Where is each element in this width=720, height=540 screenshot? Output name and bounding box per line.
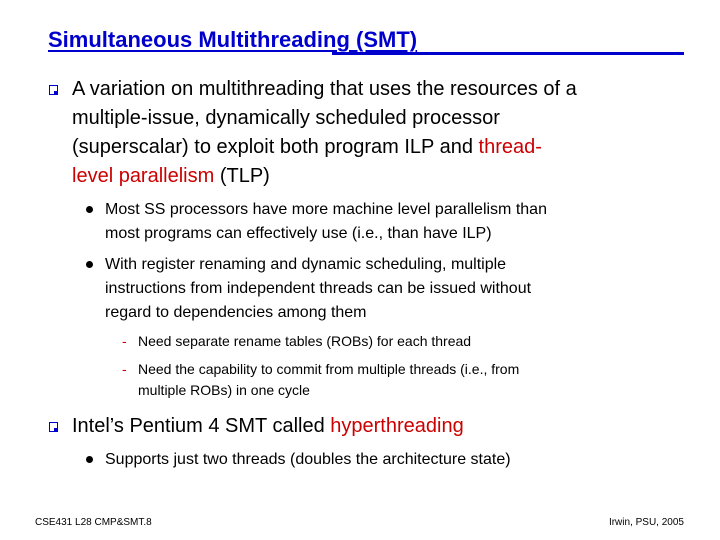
subsub2-line1: Need the capability to commit from multiple threads (i.e., from <box>138 361 520 377</box>
sub2-line2: instructions from independent threads can be issued without <box>105 280 532 297</box>
dot-bullet-icon <box>86 206 93 213</box>
sub2-line1: With register renaming and dynamic scheduling, multiple <box>105 256 507 273</box>
sub3-line1: Supports just two threads (doubles the architecture state) <box>105 451 511 468</box>
dot-bullet-icon <box>86 456 93 463</box>
bullet2-highlight-hyperthreading: hyperthreading <box>330 415 464 437</box>
bullet2-line1 <box>72 414 464 438</box>
bullet1-line1: A variation on multithreading that uses the resources of a <box>72 78 577 100</box>
dash-bullet-icon: - <box>122 333 127 349</box>
bullet1-line2: multiple-issue, dynamically scheduled processor <box>72 107 500 129</box>
subsub1-line1: Need separate rename tables (ROBs) for each thread <box>138 333 472 349</box>
bullet1-highlight-thread: thread- <box>478 136 542 158</box>
bullet2-text: Intel’s Pentium 4 SMT called <box>72 415 331 437</box>
slide-title: Simultaneous Multithreading (SMT) <box>48 27 418 52</box>
title-underline-rule <box>332 52 684 55</box>
footer-author-label: Irwin, PSU, 2005 <box>608 517 684 528</box>
sub2-line3: regard to dependencies among them <box>105 304 367 321</box>
bullet1-line3-text: (superscalar) to exploit both program ILP and <box>72 136 479 158</box>
sub1-line2: most programs can effectively use (i.e., than have ILP) <box>105 225 492 242</box>
bullet1-line4 <box>72 164 270 188</box>
box-bullet-icon <box>49 85 58 95</box>
footer-course-label: CSE431 L28 CMP&SMT.8 <box>35 517 152 528</box>
bullet1-highlight-parallelism: level parallelism <box>72 165 215 187</box>
dot-bullet-icon <box>86 261 93 268</box>
sub1-line1: Most SS processors have more machine level parallelism than <box>105 201 547 218</box>
bullet1-line3 <box>72 135 542 159</box>
box-bullet-icon <box>49 422 58 432</box>
subsub2-line2: multiple ROBs) in one cycle <box>138 382 310 398</box>
dash-bullet-icon: - <box>122 361 127 377</box>
bullet1-line4-text: (TLP) <box>214 165 270 187</box>
